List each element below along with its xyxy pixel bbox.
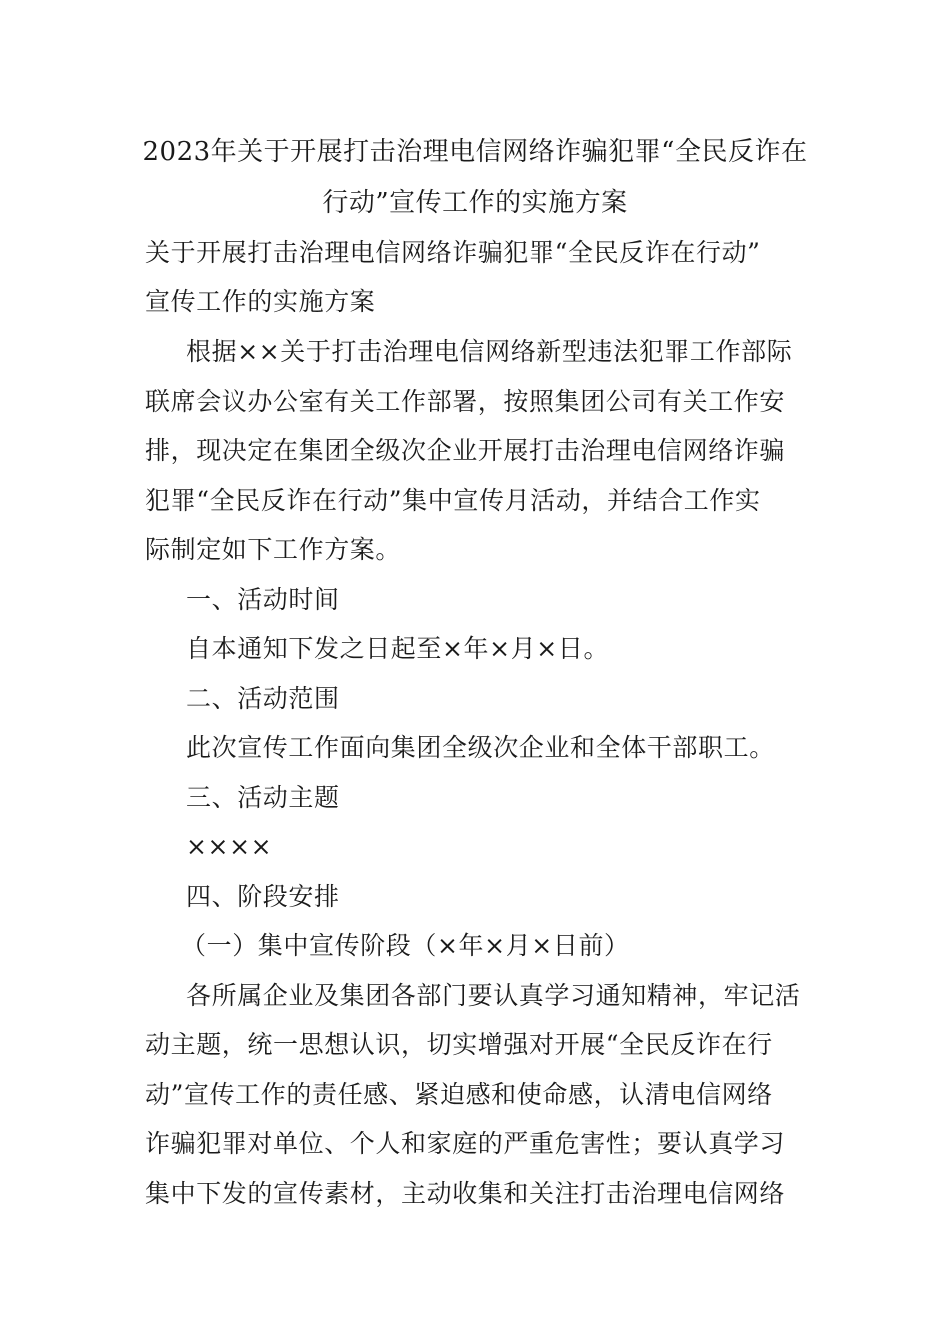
intro-paragraph-line: 根据××关于打击治理电信网络新型违法犯罪工作部际 bbox=[186, 337, 793, 366]
stage-1-heading: （一）集中宣传阶段（×年×月×日前） bbox=[181, 931, 630, 960]
document-title-line-2: 行动”宣传工作的实施方案 bbox=[322, 188, 628, 218]
section-1-heading: 一、活动时间 bbox=[186, 585, 340, 614]
intro-paragraph-line: 排，现决定在集团全级次企业开展打击治理电信网络诈骗 bbox=[145, 436, 786, 465]
section-1-text: 自本通知下发之日起至×年×月×日。 bbox=[186, 634, 610, 663]
stage-1-paragraph-line: 动”宣传工作的责任感、紧迫感和使命感，认清电信网络 bbox=[145, 1080, 773, 1109]
stage-1-paragraph-line: 集中下发的宣传素材，主动收集和关注打击治理电信网络 bbox=[145, 1179, 786, 1208]
intro-paragraph-line: 犯罪“全民反诈在行动”集中宣传月活动，并结合工作实 bbox=[145, 486, 761, 515]
section-4-heading: 四、阶段安排 bbox=[186, 882, 340, 911]
section-2-heading: 二、活动范围 bbox=[186, 684, 340, 713]
intro-paragraph-line: 联席会议办公室有关工作部署，按照集团公司有关工作安 bbox=[145, 387, 786, 416]
intro-paragraph-line: 际制定如下工作方案。 bbox=[145, 535, 402, 564]
stage-1-paragraph-line: 诈骗犯罪对单位、个人和家庭的严重危害性；要认真学习 bbox=[145, 1129, 786, 1158]
stage-1-paragraph-line: 动主题，统一思想认识，切实增强对开展“全民反诈在行 bbox=[145, 1030, 773, 1059]
section-2-text: 此次宣传工作面向集团全级次企业和全体干部职工。 bbox=[186, 733, 775, 762]
section-3-heading: 三、活动主题 bbox=[186, 783, 340, 812]
subtitle-line-2: 宣传工作的实施方案 bbox=[145, 287, 376, 316]
subtitle-line-1: 关于开展打击治理电信网络诈骗犯罪“全民反诈在行动” bbox=[145, 238, 761, 267]
stage-1-paragraph-line: 各所属企业及集团各部门要认真学习通知精神，牢记活 bbox=[186, 981, 801, 1010]
section-3-text: ×××× bbox=[186, 832, 273, 861]
document-title-line-1: 2023年关于开展打击治理电信网络诈骗犯罪“全民反诈在 bbox=[142, 137, 808, 167]
